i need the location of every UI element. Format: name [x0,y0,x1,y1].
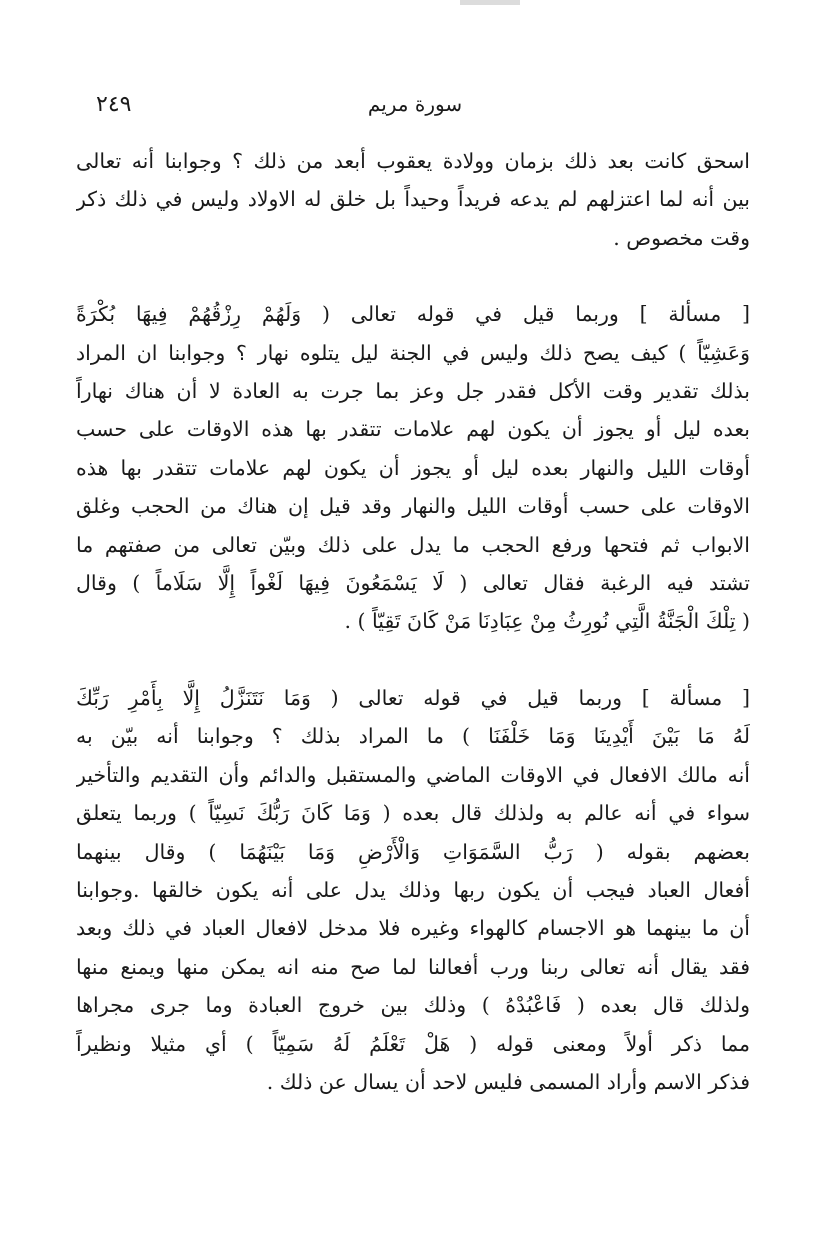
text-line: اسحق كانت بعد ذلك بزمان وولادة يعقوب أبعد من ذلك ؟ وجوابنا أنه تعالى [76,149,750,173]
text-line: [ مسألة ] وربما قيل في قوله تعالى ( وَلَهُمْ رِزْقُهُمْ فِيهَا بُكْرَةً [76,302,750,327]
text-line: الاوقات على حسب أوقات الليل والنهار وقد قيل إن هناك من الحجب وغلق [76,494,750,519]
paragraph-1 [76,142,750,257]
text-line: أوقات الليل والنهار بعده ليل أو يجوز أن يكون لهم علامات تتقدر بها هذه [76,455,750,480]
text-line: فذكر الاسم وأراد المسمى فليس لاحد أن يسال عن ذلك . [266,1069,750,1094]
text-line: فقد يقال أنه تعالى ربنا ورب أفعالنا لما صح منه انه يمكن منها ويمنع منها [76,954,750,979]
surah-title: سورة مريم [367,92,463,116]
paragraph-3 [76,679,750,1101]
text-line: ( تِلْكَ الْجَنَّةُ الَّتِي نُورِثُ مِنْ عِبَادِنَا مَنْ كَانَ تَقِيّاً ) . [344,609,750,634]
text-line: وقت مخصوص . [613,225,750,250]
text-line: [ مسألة ] وربما قيل في قوله تعالى ( وَمَا نَتَنَزَّلُ إِلَّا بِأَمْرِ رَبِّكَ [76,685,750,710]
paragraph-2 [76,295,750,641]
text-line: ولذلك قال بعده ( فَاعْبُدْهُ ) وذلك بين خروج العبادة وما جرى مجراها [76,993,750,1018]
text-line: أن ما بينهما هو الاجسام كالهواء وغيره فلا مدخل لافعال العباد في ذلك وبعد [76,916,750,941]
text-line: بعضهم بقوله ( رَبُّ السَّمَوَاتِ وَالْأَرْضِ وَمَا بَيْنَهُمَا ) وقال بينهما [76,839,750,864]
text-line: لَهُ مَا بَيْنَ أَيْدِينَا وَمَا خَلْفَنَا ) ما المراد بذلك ؟ وجوابنا أنه بيّن به [76,724,750,749]
scan-edge-mark [460,0,520,5]
running-header [96,92,734,122]
text-line: أفعال العباد فيجب أن يكون ربها وذلك يدل على أنه يكون خالقها .وجوابنا [76,877,750,902]
text-line: بذلك تقدير وقت الأكل فقدر جل وعز بما جرت به العادة لا أن هناك نهاراً [76,379,750,404]
text-line: وَعَشِيّاً ) كيف يصح ذلك وليس في الجنة ليل يتلوه نهار ؟ وجوابنا ان المراد [76,340,750,365]
text-line: مما ذكر أولاً ومعنى قوله ( هَلْ تَعْلَمُ لَهُ سَمِيّاً ) أي مثيلا ونظيراً [76,1031,750,1056]
text-line: سواء في أنه عالم به ولذلك قال بعده ( وَمَا كَانَ رَبُّكَ نَسِيّاً ) وربما يتعلق [76,801,750,826]
text-line: بين أنه لما اعتزلهم لم يدعه فريداً وحيداً بل خلق له الاولاد وليس في ذلك ذكر [76,187,750,212]
text-line: أنه مالك الافعال في الاوقات الماضي والمستقبل والدائم وأن التقديم والتأخير [76,762,750,787]
text-line: تشتد فيه الرغبة فقال تعالى ( لَا يَسْمَعُونَ فِيهَا لَغْواً إِلَّا سَلَاماً ) وقال [76,571,750,596]
page-number: ٢٤٩ [96,92,132,117]
text-line: الابواب ثم فتحها ورفع الحجب ما يدل على ذلك وبيّن تعالى من صفتهم ما [76,532,750,557]
text-line: بعده ليل أو يجوز أن يكون لهم علامات تتقدر بها هذه الاوقات على حسب [76,417,750,442]
body-text [76,142,750,1101]
